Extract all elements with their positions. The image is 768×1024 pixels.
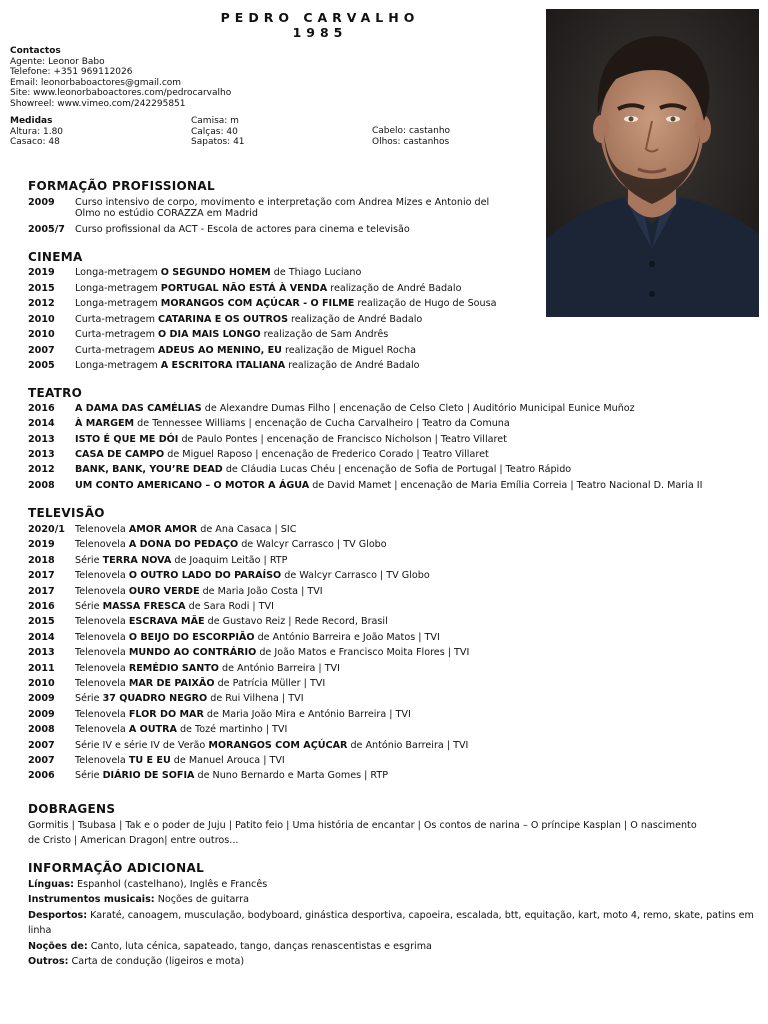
info-value: Espanhol (castelhano), Inglês e Francês [73,879,268,890]
contact-agent: Agente: Leonor Babo [10,56,105,67]
info-value: Carta de condução (ligeiros e mota) [68,956,245,968]
teatro-credits: de Miguel Raposo | encenação de Frederico Corado | Teatro Villaret [164,448,489,460]
televisao-year: 2009 [28,708,55,720]
section-formacao-heading: FORMAÇÃO PROFISSIONAL [28,179,215,193]
section-teatro-heading: TEATRO [28,386,83,400]
cinema-type: Longa-metragem [75,282,161,294]
teatro-text [75,449,489,460]
measure-jacket: Casaco: 48 [10,137,60,147]
info-item [28,939,763,954]
cinema-work-title: O SEGUNDO HOMEM [160,267,271,278]
info-label: Noções de: [28,940,88,952]
birth-year: 1985 [292,25,348,40]
measure-height: Altura: 1.80 [10,126,64,137]
televisao-year: 2018 [28,554,55,566]
televisao-work-title: AMOR AMOR [128,524,198,535]
televisao-type: Série [75,693,103,705]
televisao-text [75,740,468,751]
info-item [28,892,763,907]
teatro-year: 2008 [28,479,55,491]
contact-showreel: Showreel: www.vimeo.com/242295851 [10,98,186,109]
televisao-credits: de António Barreira e João Matos | TVI [254,631,440,643]
televisao-work-title: A DONA DO PEDAÇO [128,539,239,551]
televisao-work-title: REMÉDIO SANTO [128,662,219,674]
televisao-type: Telenovela [75,724,129,736]
teatro-year: 2012 [28,464,55,476]
contact-site: Site: www.leonorbaboactores.com/pedrocarvalho [10,88,232,98]
televisao-credits: de Walcyr Carrasco | TV Globo [281,570,430,582]
teatro-text [75,418,510,429]
televisao-year: 2019 [28,539,55,551]
televisao-work-title: DIÁRIO DE SOFIA [102,770,195,782]
televisao-credits: de Maria João Costa | TVI [199,585,323,597]
teatro-year: 2016 [28,403,55,414]
formacao-text-cont: Olmo no estúdio CORAZZA em Madrid [75,208,258,219]
name-title: PEDRO CARVALHO [220,10,420,25]
contacts-heading: Contactos [10,46,61,56]
televisao-credits: de Patrícia Müller | TVI [214,678,326,689]
televisao-credits: de Rui Vilhena | TVI [207,693,304,705]
teatro-year: 2013 [28,448,55,460]
portrait-illustration [546,9,759,317]
cinema-year: 2007 [28,344,55,356]
cinema-work-title: CATARINA E OS OUTROS [158,313,288,325]
televisao-year: 2017 [28,585,55,597]
televisao-type: Telenovela [75,631,129,643]
televisao-text [75,770,388,781]
teatro-work-title: A DAMA DAS CAMÉLIAS [75,403,202,414]
cinema-text [75,314,422,325]
televisao-text [75,724,287,735]
teatro-credits: de Tennessee Williams | encenação de Cucha Carvalheiro | Teatro da Comuna [134,418,510,430]
televisao-type: Telenovela [75,585,129,597]
teatro-work-title: BANK, BANK, YOU’RE DEAD [75,464,223,476]
formacao-text: Curso intensivo de corpo, movimento e interpretação com Andrea Mizes e Antonio del [75,197,490,208]
televisao-text [75,524,296,535]
cinema-type: Curta-metragem [75,344,159,356]
televisao-type: Telenovela [75,755,129,766]
measure-eyes: Olhos: castanhos [372,136,450,147]
televisao-credits: de João Matos e Francisco Moita Flores | TVI [256,647,470,659]
televisao-type: Telenovela [75,616,129,628]
televisao-work-title: MASSA FRESCA [102,601,186,612]
televisao-type: Telenovela [75,708,129,720]
cinema-credits: de Thiago Luciano [270,267,362,278]
televisao-type: Telenovela [75,662,129,674]
cinema-text [75,267,361,278]
section-televisao-heading: TELEVISÃO [28,506,105,520]
televisao-credits: de Tozé martinho | TVI [176,724,288,736]
info-value: Noções de guitarra [154,894,249,906]
teatro-credits: de Alexandre Dumas Filho | encenação de Celso Cleto | Auditório Municipal Eunice Muñoz [201,403,635,414]
cinema-year: 2015 [28,282,55,294]
section-cinema-heading: CINEMA [28,250,83,264]
televisao-year: 2010 [28,678,55,689]
teatro-text [75,434,507,445]
televisao-text [75,647,469,658]
televisao-type: Série [75,554,103,566]
cinema-credits: realização de André Badalo [285,360,420,371]
dobragens-text: Gormitis | Tsubasa | Tak e o poder de Juju | Patito feio | Uma história de encantar | Os contos de narina – O príncipe Kasplan | O nascimento de Cristo | American Dragon| entre outros... [28,820,697,847]
cinema-credits: realização de Hugo de Sousa [354,298,497,309]
televisao-type: Série [75,601,103,612]
televisao-type: Telenovela [75,678,129,689]
teatro-credits: de Cláudia Lucas Chéu | encenação de Sofia de Portugal | Teatro Rápido [222,464,572,476]
televisao-year: 2015 [28,616,55,628]
cinema-type: Longa-metragem [75,267,161,278]
televisao-type: Telenovela [75,647,129,659]
televisao-credits: de António Barreira | TVI [347,739,469,751]
cinema-text [75,360,420,371]
cinema-work-title: O DIA MAIS LONGO [158,329,261,340]
teatro-credits: de Paulo Pontes | encenação de Francisco Nicholson | Teatro Villaret [178,433,507,445]
cinema-type: Curta-metragem [75,313,159,325]
televisao-year: 2009 [28,693,55,705]
televisao-type: Série IV e série IV de Verão [75,739,209,751]
cinema-text [75,329,388,340]
televisao-year: 2007 [28,755,55,766]
cinema-work-title: ADEUS AO MENINO, EU [158,344,282,356]
info-label: Desportos: [28,909,88,921]
televisao-type: Telenovela [75,524,129,535]
info-value: Canto, luta cénica, sapateado, tango, danças renascentistas e esgrima [87,940,432,952]
teatro-text [75,480,702,491]
measure-shoes: Sapatos: 41 [191,137,245,147]
measure-shirt: Camisa: m [191,116,239,126]
measures-col1 [10,116,63,148]
televisao-type: Telenovela [75,570,129,582]
teatro-text [75,403,635,414]
televisao-text [75,570,430,581]
info-label: Instrumentos musicais: [28,894,155,906]
televisao-credits: de Ana Casaca | SIC [197,524,297,535]
televisao-text [75,755,285,766]
televisao-work-title: ESCRAVA MÃE [128,616,205,628]
televisao-work-title: MUNDO AO CONTRÁRIO [128,647,257,659]
cinema-year: 2010 [28,313,55,325]
televisao-year: 2011 [28,662,55,674]
cinema-type: Curta-metragem [75,329,159,340]
contact-email: Email: leonorbaboactores@gmail.com [10,77,182,88]
televisao-credits: de Nuno Bernardo e Marta Gomes | RTP [194,770,389,782]
televisao-year: 2017 [28,570,55,582]
televisao-year: 2013 [28,647,55,659]
televisao-work-title: 37 QUADRO NEGRO [102,693,208,705]
teatro-work-title: À MARGEM [75,418,135,430]
televisao-text [75,678,325,689]
televisao-text [75,555,287,566]
teatro-year: 2013 [28,433,55,445]
measures-col3 [372,126,450,147]
televisao-work-title: A OUTRA [128,724,177,736]
televisao-year: 2020/1 [28,524,65,535]
section-info-heading: INFORMAÇÃO ADICIONAL [28,861,205,875]
televisao-text [75,709,411,720]
televisao-work-title: TERRA NOVA [102,554,172,566]
cinema-year: 2005 [28,360,55,371]
cinema-credits: realização de André Badalo [327,282,462,294]
cinema-work-title: A ESCRITORA ITALIANA [160,360,286,371]
cinema-credits: realização de André Badalo [287,313,423,325]
cinema-text [75,298,496,309]
formacao-year: 2005/7 [28,224,65,235]
cinema-work-title: PORTUGAL NÃO ESTÁ À VENDA [160,282,328,294]
televisao-work-title: FLOR DO MAR [128,708,204,720]
cinema-year: 2010 [28,329,55,340]
cinema-type: Longa-metragem [75,360,161,371]
cinema-type: Longa-metragem [75,298,161,309]
formacao-text: Curso profissional da ACT - Escola de actores para cinema e televisão [75,224,410,235]
measure-pants: Calças: 40 [191,126,238,137]
contact-phone: Telefone: +351 969112026 [10,67,133,77]
teatro-work-title: ISTO É QUE ME DÓI [75,433,179,445]
info-item [28,954,763,969]
televisao-type: Série [75,770,103,782]
measures-col2 [191,116,245,148]
televisao-text [75,632,440,643]
cinema-work-title: MORANGOS COM AÇÚCAR - O FILME [160,298,355,309]
teatro-text [75,464,571,475]
televisao-work-title: MORANGOS COM AÇÚCAR [208,739,348,751]
teatro-year: 2014 [28,418,55,430]
televisao-credits: de Gustavo Reiz | Rede Record, Brasil [204,616,388,628]
section-dobragens-heading: DOBRAGENS [28,802,116,816]
teatro-work-title: UM CONTO AMERICANO – O MOTOR A ÁGUA [75,479,310,491]
televisao-work-title: O BEIJO DO ESCORPIÃO [128,631,255,643]
teatro-work-title: CASA DE CAMPO [75,448,165,460]
cinema-credits: realização de Sam Andrês [260,329,389,340]
teatro-credits: de David Mamet | encenação de Maria Emília Correia | Teatro Nacional D. Maria II [309,479,703,491]
measure-hair: Cabelo: castanho [372,126,451,136]
info-list [28,877,763,969]
televisao-credits: de Manuel Arouca | TVI [170,755,285,766]
televisao-text [75,539,387,550]
televisao-text [75,616,388,627]
info-item [28,908,763,939]
televisao-credits: de António Barreira | TVI [218,662,340,674]
televisao-credits: de Maria João Mira e António Barreira | TVI [203,708,411,720]
televisao-work-title: O OUTRO LADO DO PARAÍSO [128,570,282,582]
televisao-year: 2016 [28,601,55,612]
info-value: Karaté, canoagem, musculação, bodyboard, ginástica desportiva, capoeira, escalada, btt, equitação, kart, moto 4, remo, skate, patins em linha [28,909,754,937]
info-label: Línguas: [28,879,74,890]
info-item [28,877,763,892]
televisao-work-title: OURO VERDE [128,585,200,597]
televisao-work-title: TU E EU [128,755,171,766]
cinema-text [75,283,461,294]
cinema-year: 2012 [28,298,55,309]
televisao-text [75,586,323,597]
portrait-photo [546,9,759,317]
televisao-year: 2008 [28,724,55,736]
contacts-block [10,46,231,109]
televisao-text [75,601,274,612]
televisao-work-title: MAR DE PAIXÃO [128,678,215,689]
formacao-year: 2009 [28,197,55,208]
televisao-credits: de Walcyr Carrasco | TV Globo [238,539,387,551]
info-label: Outros: [28,956,69,968]
cinema-credits: realização de Miguel Rocha [281,344,416,356]
televisao-credits: de Sara Rodi | TVI [185,601,274,612]
cinema-year: 2019 [28,267,55,278]
televisao-year: 2006 [28,770,55,782]
cinema-text [75,345,416,356]
televisao-year: 2007 [28,739,55,751]
televisao-text [75,663,340,674]
televisao-year: 2014 [28,631,55,643]
televisao-type: Telenovela [75,539,129,551]
televisao-text [75,693,304,704]
measures-heading: Medidas [10,116,53,126]
televisao-credits: de Joaquim Leitão | RTP [171,554,288,566]
